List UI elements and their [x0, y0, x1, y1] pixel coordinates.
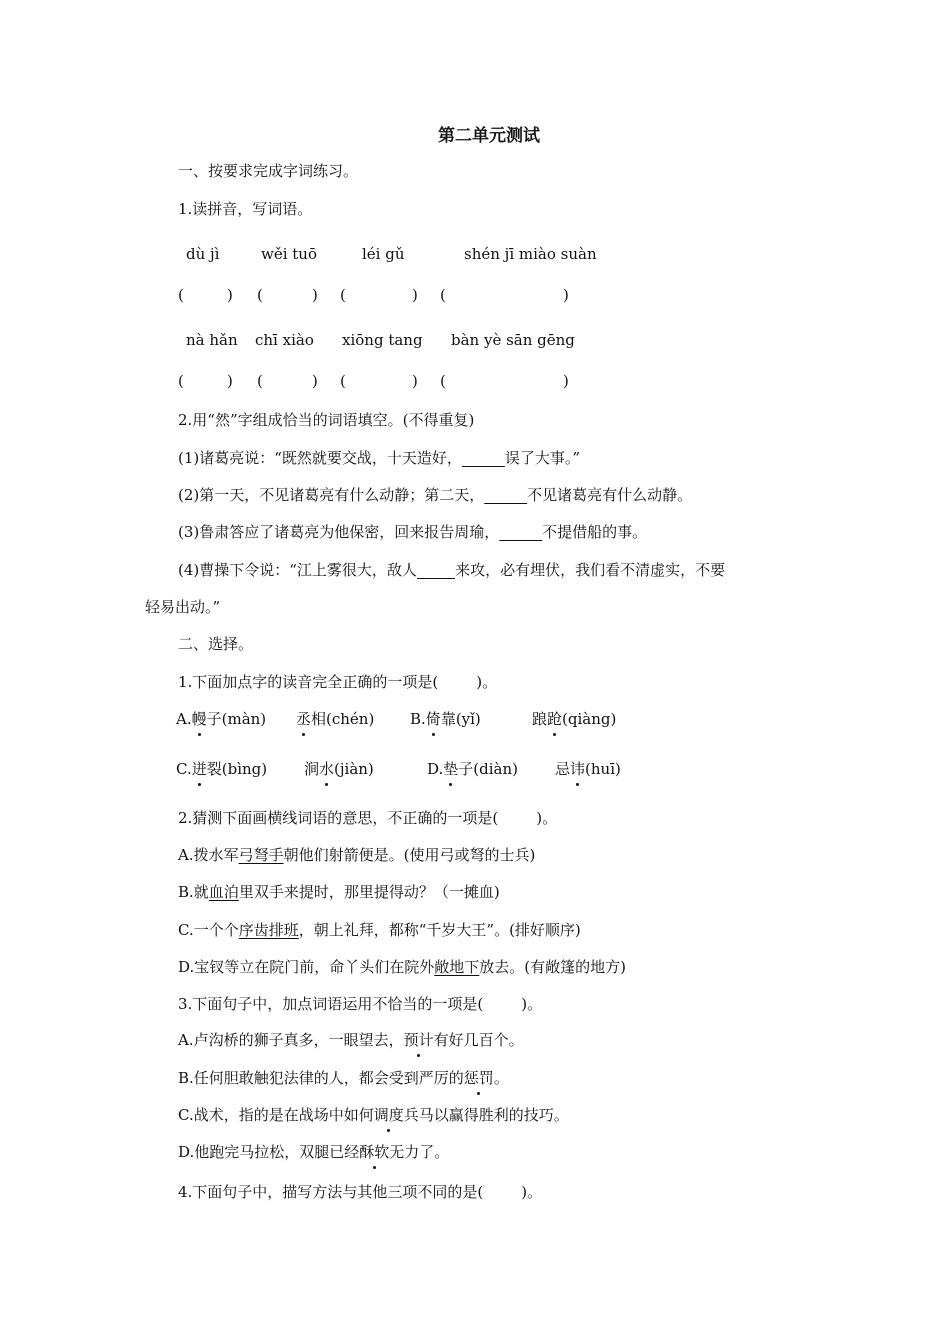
- blank[interactable]: [484, 486, 527, 504]
- option-d: D.宝钗等立在院门前，命丫头们在院外敞地下放去。(有敞篷的地方): [178, 958, 626, 976]
- q1-label: 1.读拼音，写词语。: [178, 200, 313, 218]
- option-b: B.倚靠(yǐ): [410, 710, 481, 728]
- pinyin-item: bàn yè sān gēng: [451, 331, 575, 349]
- option-c: C.一个个序齿排班，朝上礼拜，都称“千岁大王”。(排好顺序): [178, 921, 581, 939]
- answer-paren-open: (: [440, 286, 446, 304]
- fill-sentence: (1)诸葛亮说：“既然就要交战，十天造好， 误了大事。”: [178, 449, 581, 467]
- answer-paren-close: ): [227, 372, 233, 390]
- option-c: C.战术，指的是在战场中如何调度兵马以赢得胜利的技巧。: [178, 1106, 569, 1124]
- option-b: B.任何胆敢触犯法律的人，都会受到严厉的惩罚。: [178, 1069, 509, 1087]
- page-title: 第二单元测试: [438, 126, 540, 146]
- answer-paren-open: (: [257, 286, 263, 304]
- answer-paren-close: ): [563, 286, 569, 304]
- answer-paren-open: (: [440, 372, 446, 390]
- option-d-2: 忌讳(huī): [555, 760, 621, 778]
- answer-paren-open: (: [340, 286, 346, 304]
- fill-sentence: (4)曹操下令说：“江上雾很大，敌人 来攻，必有埋伏，我们看不清虚实，不要: [178, 561, 726, 579]
- answer-paren-open: (: [340, 372, 346, 390]
- option-b: B.就血泊里双手来提时，那里提得动？（一摊血): [178, 883, 500, 901]
- pinyin-item: chī xiào: [255, 331, 314, 349]
- answer-paren-close: ): [227, 286, 233, 304]
- pinyin-item: léi gǔ: [362, 245, 405, 263]
- option-a: A.卢沟桥的狮子真多，一眼望去，预计有好几百个。: [178, 1031, 524, 1049]
- pinyin-item: dù jì: [186, 245, 220, 263]
- mc1-label: 1.下面加点字的读音完全正确的一项是( )。: [178, 673, 498, 691]
- fill-sentence-continuation: 轻易出动。”: [145, 598, 221, 616]
- blank[interactable]: [417, 561, 455, 579]
- answer-paren-open: (: [178, 372, 184, 390]
- option-d: D.垫子(diàn): [427, 760, 518, 778]
- blank[interactable]: [499, 523, 542, 541]
- part1-heading: 一、按要求完成字词练习。: [178, 162, 359, 180]
- pinyin-item: nà hǎn: [186, 331, 238, 349]
- option-a: A.拨水军弓弩手朝他们射箭便是。(使用弓或弩的士兵): [178, 846, 536, 864]
- answer-paren-close: ): [312, 372, 318, 390]
- option-a-2: 丞相(chén): [296, 710, 375, 728]
- answer-paren-open: (: [178, 286, 184, 304]
- option-c-2: 涧水(jiàn): [304, 760, 374, 778]
- answer-paren-open: (: [257, 372, 263, 390]
- mc4-label: 4.下面句子中，描写方法与其他三项不同的是( )。: [178, 1183, 543, 1201]
- mc3-label: 3.下面句子中，加点词语运用不恰当的一项是( )。: [178, 995, 543, 1013]
- option-a: A.幔子(màn): [176, 710, 267, 728]
- option-c: C.迸裂(bìng): [176, 760, 268, 778]
- answer-paren-close: ): [563, 372, 569, 390]
- answer-paren-close: ): [412, 372, 418, 390]
- blank[interactable]: [462, 449, 505, 467]
- mc2-label: 2.猜测下面画横线词语的意思，不正确的一项是( )。: [178, 809, 558, 827]
- part2-heading: 二、选择。: [178, 635, 254, 653]
- answer-paren-close: ): [412, 286, 418, 304]
- pinyin-item: wěi tuō: [261, 245, 318, 263]
- option-b-2: 踉跄(qiàng): [532, 710, 617, 728]
- pinyin-item: xiōng tang: [342, 331, 423, 349]
- fill-sentence: (2)第一天，不见诸葛亮有什么动静；第二天， 不见诸葛亮有什么动静。: [178, 486, 693, 504]
- q2-label: 2.用“然”字组成恰当的词语填空。(不得重复): [178, 411, 475, 429]
- fill-sentence: (3)鲁肃答应了诸葛亮为他保密，回来报告周瑜， 不提借船的事。: [178, 523, 648, 541]
- pinyin-item: shén jī miào suàn: [464, 245, 597, 263]
- option-d: D.他跑完马拉松，双腿已经酥软无力了。: [178, 1143, 450, 1161]
- answer-paren-close: ): [312, 286, 318, 304]
